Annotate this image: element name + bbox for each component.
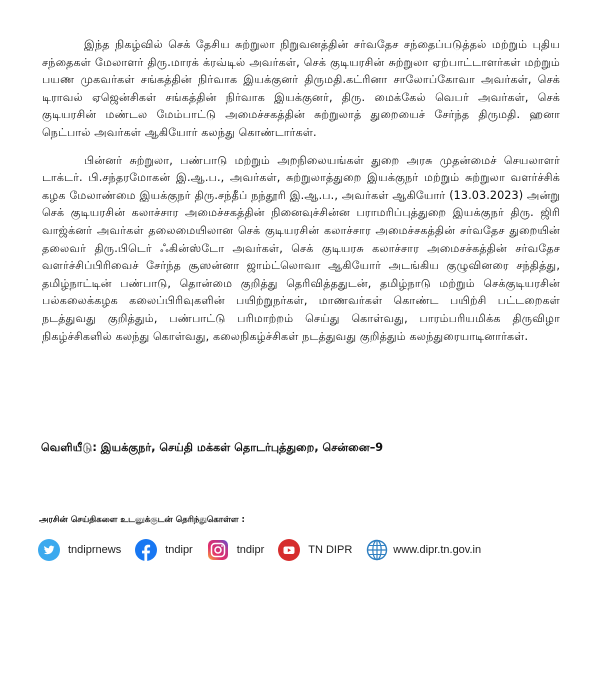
instagram-link[interactable] [207, 539, 265, 561]
website-url: www.dipr.tn.gov.in [393, 544, 482, 556]
paragraph-1: இந்த நிகழ்வில் செக் தேசிய சுற்றுலா நிறுவனத்தின் சர்வதேச சந்தைப்படுத்தல் மற்றும் புதிய சந்தைகள் மேலாளர் திரு.மாரக் க்ரவ்டில் அவர்கள், செக் குடியரசின் சுற்றுலா ஏற்பாட்டாளர்கள் மற்றும் பயண முகவர்கள் சங்கத்தின் நிர்வாக இயக்குனர் திருமதி.கட்ரினா சாலோப்கோவா அவர்கள், செக் டிராவல் ஏஜென்சிகள் சங்கத்தின் நிர்வாக இயக்குனர், திரு. மைக்கேல் வெபர் அவர்கள், செக் குடியரசின் மண்டல மேம்பாட்டு அமைச்சகத்தின் சுற்றுலாத் துறையைச் சேர்ந்த திருமதி. ஹனா நெட்பால் அவர்கள் ஆகியோர் கலந்து கொண்டார்கள். [42, 38, 560, 139]
twitter-handle: tndiprnews [68, 544, 122, 556]
release-attribution: வெளியீடு: இயக்குநர், செய்தி மக்கள் தொடர்புத்துறை, சென்னை–9 [41, 441, 384, 454]
instagram-handle: tndipr [236, 544, 265, 556]
follow-us-label: அரசின் செய்திகளை உடனுக்குடன் தெரிந்துகொள்ள : [39, 515, 245, 525]
twitter-icon [38, 539, 60, 561]
instagram-icon [207, 539, 229, 561]
youtube-link[interactable] [278, 539, 352, 561]
youtube-channel: TN DIPR [308, 544, 353, 556]
facebook-handle: tndipr [165, 544, 193, 556]
press-release-body [42, 36, 560, 345]
facebook-link[interactable] [135, 539, 193, 561]
twitter-link[interactable] [38, 539, 121, 561]
facebook-icon [135, 539, 157, 561]
youtube-icon [278, 539, 300, 561]
globe-icon [366, 539, 388, 561]
website-link[interactable] [366, 539, 481, 561]
paragraph-2: பின்னர் சுற்றுலா, பண்பாடு மற்றும் அறநிலையங்கள் துறை அரசு முதன்மைச் செயலாளர் டாக்டர். பி.சந்தரமோகன் இ.ஆ.ப., அவர்கள், சுற்றுலாத்துறை இயக்குநர் மற்றும் சுற்றுலா வளர்ச்சிக் கழக மேலாண்மை இயக்குநர் திரு.சந்தீப் நந்தூரி இ.ஆ.ப., அவர்கள் ஆகியோர் (13.03.2023) அன்று செக் குடியரசின் கலாச்சார அமைச்சகத்தின் நினைவுச்சின்ன பராமரிப்புத்துறை இயக்குநர் திரு. ஜிரி வாஜ்க்னர் அவர்கள் தலைமையிலான செக் குடியரசின் கலாச்சார அமைச்சகத்தின் சர்வதேச துறையின் தலைவர் திரு.பிடெர் ஃகின்ஸ்டோ அவர்கள், செக் குடியரசு கலாச்சார அமைசச்கத்தின் சர்வதேச வளர்ச்சிப்பிரிவைச் சேர்ந்த சூஸன்னா ஜாம்ட்லொவா ஆகியோர் அடங்கிய குழுவினரை சந்தித்து, தமிழ்நாட்டின் பண்பாடு, தொன்மை குறித்து தெரிவித்ததுடன், தமிழ்நாடு மற்றும் செக்குடியரசின் பல்கலைக்கழக கலைப்பிரிவுகளின் பயிற்றுநர்கள், மாணவர்கள் கொண்ட பயிற்சி பட்டறைகள் நடத்துவது குறித்தும், பண்பாட்டு பரிமாற்றம் செய்து கொள்வது, பாரம்பரியமிக்க திருவிழா நிகழ்ச்சிகளில் கலந்து கொள்வது, கலைநிகழ்ச்சிகள் நடத்துவது குறித்தும் கலந்துரையாடினார்கள். [42, 153, 560, 343]
social-links [38, 538, 495, 562]
